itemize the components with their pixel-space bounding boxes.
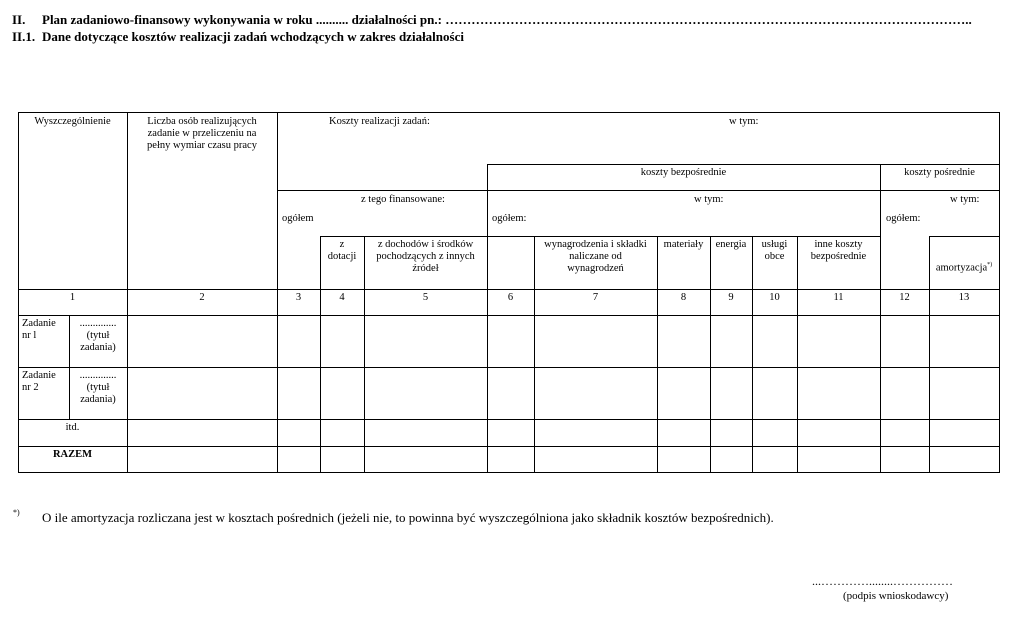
header-ogolem-indirect: ogółem: [886,213,921,224]
header-z-dotacji: z dotacji [327,239,357,262]
header-w-tym-right: w tym: [950,194,980,205]
row-label-task-2: Zadanie nr 2 [22,370,56,393]
header-ogolem-direct: ogółem: [492,213,527,224]
header-z-dochodow: z dochodów i środków pochodzących z innych źródeł [376,239,475,274]
row-title-task-1: .............. (tytuł zadania) [79,318,117,353]
header-koszty-posrednie: koszty pośrednie [904,167,975,178]
header-amortyzacja: amortyzacja*) [935,262,993,274]
row-label-task-1: Zadanie nr l [22,318,56,341]
subsection-title: Dane dotyczące kosztów realizacji zadań wchodzących w zakres działalności [42,29,464,44]
header-w-tym-top: w tym: [729,116,759,127]
header-materialy: materiały [663,239,704,250]
section-number: II. [12,12,26,27]
footnote-marker: *) [987,262,993,268]
header-wyszczegolnienie: Wyszczególnienie [34,116,111,127]
col-number: 4 [339,292,345,303]
col-number: 12 [899,292,910,303]
header-koszty-realizacji: Koszty realizacji zadań: [329,116,430,127]
header-z-tego-finansowane: z tego finansowane: [361,194,445,205]
col-number: 11 [833,292,844,303]
col-number: 7 [592,292,599,303]
row-razem: RAZEM [52,449,93,460]
col-number: 10 [769,292,780,303]
header-koszty-bezposrednie: koszty bezpośrednie [640,167,727,178]
row-title-task-2: .............. (tytuł zadania) [79,370,117,405]
col-number: 3 [295,292,302,303]
header-w-tym-mid: w tym: [694,194,724,205]
header-uslugi-obce: usługi obce [761,239,788,262]
header-energia: energia [715,239,747,250]
row-itd: itd. [65,422,80,433]
signature-label: (podpis wnioskodawcy) [843,590,949,602]
footnote-text: O ile amortyzacja rozliczana jest w kosztach pośrednich (jeżeli nie, to powinna być wyszczególniona jako składnik kosztów bezpośrednich). [42,510,774,525]
header-ogolem-total: ogółem [282,213,314,224]
header-inne-koszty: inne koszty bezpośrednie [810,239,867,262]
col-number: 13 [958,292,970,303]
subsection-number: II.1. [12,29,36,44]
col-number: 5 [422,292,429,303]
col-number: 8 [680,292,687,303]
section-title: Plan zadaniowo-finansowy wykonywania w roku .......... działalności pn.: ………………………………………………………………………………………………………….. [42,12,972,27]
col-number: 6 [507,292,514,303]
header-liczba-osob: Liczba osób realizujących zadanie w przeliczeniu na pełny wymiar czasu pracy [147,116,257,151]
col-number: 9 [728,292,734,303]
col-number: 1 [69,292,76,303]
signature-line: ...…………........…………… [812,574,953,588]
col-number: 2 [199,292,205,303]
footnote-mark: *) [13,508,20,517]
header-wynagrodzenia: wynagrodzenia i składki naliczane od wynagrodzeń [544,239,647,274]
